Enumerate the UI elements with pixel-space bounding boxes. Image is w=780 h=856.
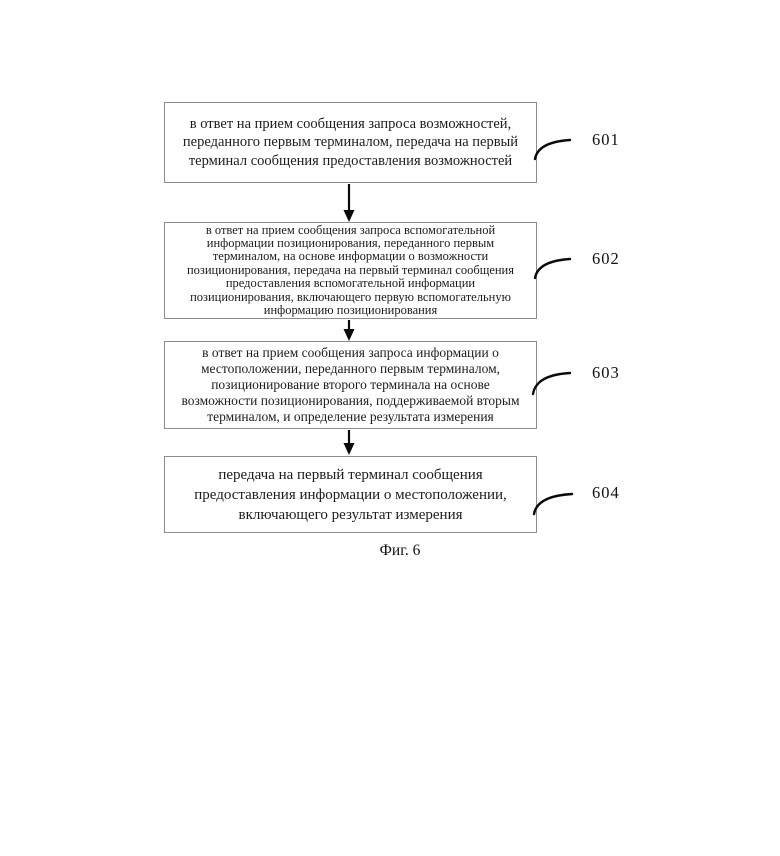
flow-step-box-601 [164,102,537,183]
flow-arrow-602-603 [344,320,355,341]
figure-caption: Фиг. 6 [379,542,421,559]
ref-connector-603 [533,373,570,394]
ref-label-604: 604 [592,483,620,502]
ref-connector-604 [534,494,572,514]
flow-arrow-601-602 [344,184,355,222]
flow-step-box-602 [164,222,537,319]
flow-step-box-604 [164,456,537,533]
ref-label-601: 601 [592,130,620,149]
ref-connector-601 [535,140,570,159]
flow-step-text-601: в ответ на прием сообщения запроса возможностей, переданного первым терминалом, передача на первый терминал сообщения предоставления возможностей [182,115,519,169]
flow-arrow-603-604 [344,430,355,455]
flow-step-text-603: в ответ на прием сообщения запроса информации о местоположении, переданного первым терминалом, позиционирование второго терминала на основе возможности позиционирования, поддерживаемой вторым терминалом, и определение результата измерения [181,345,520,424]
flow-step-text-604: передача на первый терминал сообщения предоставления информации о местоположении, включающего результат измерения [194,466,507,523]
ref-label-603: 603 [592,363,620,382]
ref-connector-602 [535,259,570,278]
flow-step-box-603 [164,341,537,429]
flow-step-text-602: в ответ на прием сообщения запроса вспомогательной информации позиционирования, переданного первым терминалом, на основе информации о возможности позиционирования, передача на первый терминал сообщения предоставления вспомогательной информации позиционирования, включающего первую вспомогательную информацию позиционирования [186,222,515,318]
ref-label-602: 602 [592,249,620,268]
